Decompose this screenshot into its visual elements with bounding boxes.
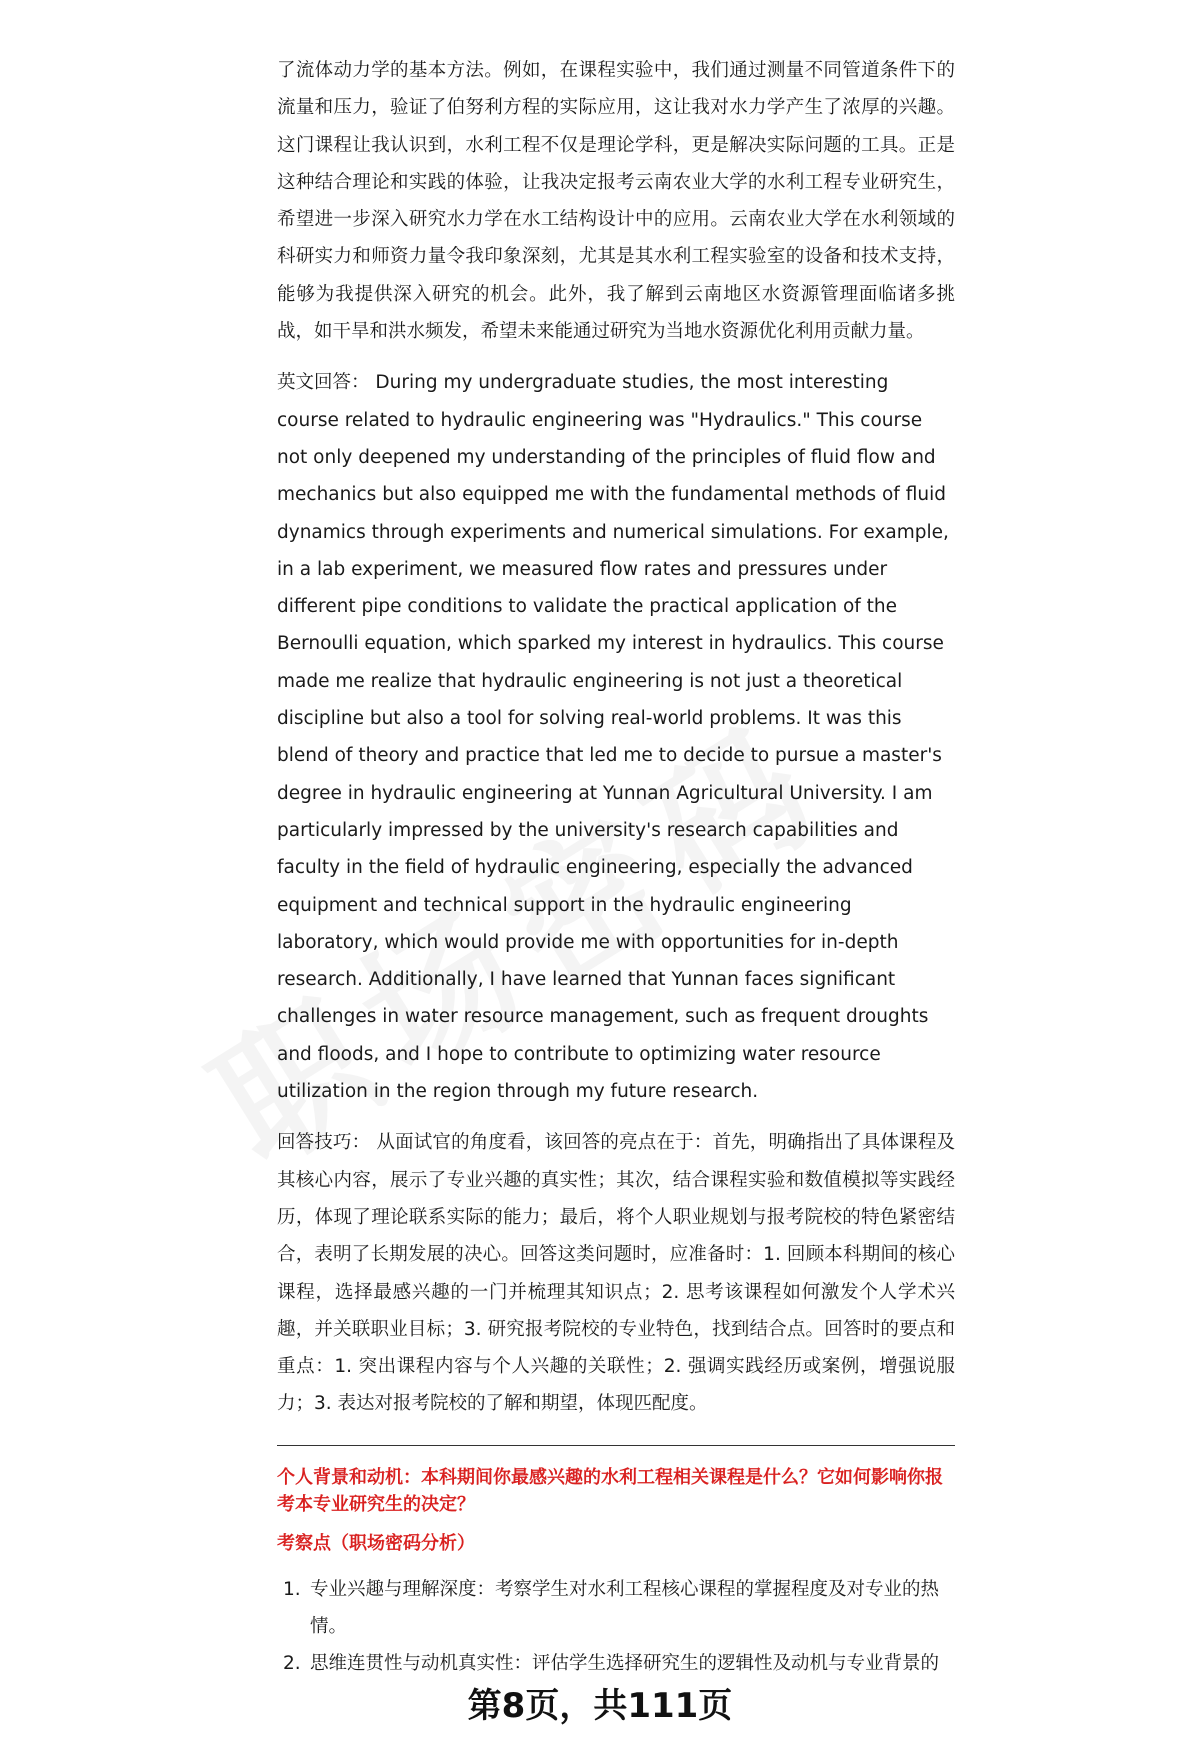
list-item-number: 2. bbox=[283, 1652, 301, 1674]
list-item-text: 思维连贯性与动机真实性：评估学生选择研究生的逻辑性及动机与专业背景的 bbox=[310, 1652, 940, 1674]
list-item bbox=[277, 1645, 955, 1682]
answer-tips-paragraph: 回答技巧： 从面试官的角度看，该回答的亮点在于：首先，明确指出了具体课程及其核心内容，展示了专业兴趣的真实性；其次，结合课程实验和数值模拟等实践经历，体现了理论联系实际的能力；最后，将个人职业规划与报考院校的特色紧密结合，表明了长期发展的决心。回答这类问题时，应准备时：1. 回顾本科期间的核心课程，选择最感兴趣的一门并梳理其知识点；2. 思考该课程如何激发个人学术兴趣，并关联职业目标；3. 研究报考院校的专业特色，找到结合点。回答时的要点和重点：1. 突出课程内容与个人兴趣的关联性；2. 强调实践经历或案例，增强说服力；3. 表达对报考院校的了解和期望，体现匹配度。 bbox=[277, 1132, 955, 1415]
assessment-subheading: 考察点（职场密码分析） bbox=[277, 1532, 475, 1554]
question-heading: 个人背景和动机：本科期间你最感兴趣的水利工程相关课程是什么？它如何影响你报考本专业研究生的决定？ bbox=[277, 1466, 943, 1515]
page-number-footer: 第8页，共111页 bbox=[467, 1686, 733, 1726]
assessment-points-list bbox=[277, 1571, 955, 1682]
list-item-text: 专业兴趣与理解深度：考察学生对水利工程核心课程的掌握程度及对专业的热情。 bbox=[310, 1578, 940, 1637]
list-item-number: 1. bbox=[283, 1578, 301, 1600]
cn-answer-paragraph: 了流体动力学的基本方法。例如，在课程实验中，我们通过测量不同管道条件下的流量和压力，验证了伯努利方程的实际应用，这让我对水力学产生了浓厚的兴趣。这门课程让我认识到，水利工程不仅是理论学科，更是解决实际问题的工具。正是这种结合理论和实践的体验，让我决定报考云南农业大学的水利工程专业研究生，希望进一步深入研究水力学在水工结构设计中的应用。云南农业大学在水利领域的科研实力和师资力量令我印象深刻，尤其是其水利工程实验室的设备和技术支持，能够为我提供深入研究的机会。此外，我了解到云南地区水资源管理面临诸多挑战，如干旱和洪水频发，希望未来能通过研究为当地水资源优化利用贡献力量。 bbox=[277, 60, 955, 343]
en-answer-paragraph: 英文回答： During my undergraduate studies, the most interesting course related to hydraulic engineering was "Hydraulics." This course not only deepened my understanding of the principles of fluid flow and mechanics but also equipped me with the fundamental methods of fluid dynamics through experiments and numerical simulations. For example, in a lab experiment, we measured flow rates and pressures under different pipe conditions to validate the practical application of the Bernoulli equation, which sparked my interest in hydraulics. This course made me realize that hydraulic engineering is not just a theoretical discipline but also a tool for solving real-world problems. It was this blend of theory and practice that led me to decide to pursue a master's degree in hydraulic engineering at Yunnan Agricultural University. I am particularly impressed by the university's research capabilities and faculty in the field of hydraulic engineering, especially the advanced equipment and technical support in the hydraulic engineering laboratory, which would provide me with opportunities for in-depth research. Additionally, I have learned that Yunnan faces significant challenges in water resource management, such as frequent droughts and floods, and I hope to contribute to optimizing water resource utilization in the region through my future research. bbox=[277, 372, 949, 1103]
section-divider bbox=[277, 1445, 955, 1446]
document-page bbox=[277, 52, 955, 1682]
list-item bbox=[277, 1571, 955, 1645]
